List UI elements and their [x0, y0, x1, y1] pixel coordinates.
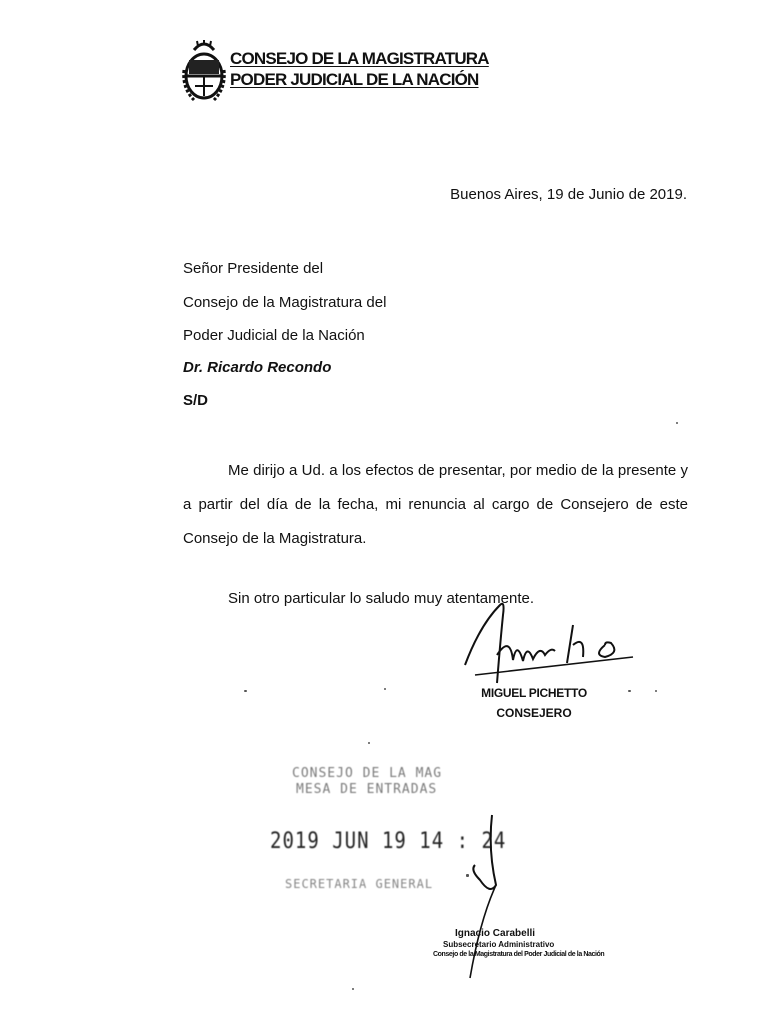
- receiver-name: Ignacio Carabelli: [455, 928, 536, 939]
- scan-speck: [628, 690, 631, 692]
- scan-speck: [368, 742, 370, 744]
- addressee-name: Dr. Ricardo Recondo: [183, 359, 332, 376]
- stamp-datetime: 2019 JUN 19 14 : 24: [270, 828, 507, 854]
- handwritten-signature: [455, 595, 645, 690]
- letterhead-line-1: CONSEJO DE LA MAGISTRATURA: [230, 49, 489, 68]
- letterhead-line-2: PODER JUDICIAL DE LA NACIÓN: [230, 70, 479, 89]
- addressee-line-3: Poder Judicial de la Nación: [183, 327, 365, 344]
- scan-speck: [244, 690, 247, 692]
- letter-body: Me dirijo a Ud. a los efectos de presentar, por medio de la presente y a partir del día de la fecha, mi renuncia al cargo de Consejero de este Consejo de la Magistratura.: [183, 462, 688, 547]
- scan-speck: [676, 422, 678, 424]
- stamp-line-3: SECRETARIA GENERAL: [285, 877, 434, 891]
- receiver-organization: Consejo de la Magistratura del Poder Judicial de la Nación: [433, 951, 605, 958]
- signatory-title: CONSEJERO: [496, 706, 572, 720]
- stamp-line-1: CONSEJO DE LA MAG: [292, 766, 443, 781]
- argentina-coat-of-arms-icon: [180, 40, 228, 106]
- scan-speck: [466, 874, 469, 877]
- addressee-line-2: Consejo de la Magistratura del: [183, 294, 387, 311]
- signatory-name: MIGUEL PICHETTO: [481, 686, 587, 700]
- letter-date: Buenos Aires, 19 de Junio de 2019.: [450, 186, 687, 203]
- receiver-role: Subsecretario Administrativo: [443, 940, 555, 949]
- addressee-sd: S/D: [183, 392, 209, 409]
- scan-speck: [352, 988, 354, 990]
- closing-line: Sin otro particular lo saludo muy atentamente.: [228, 590, 534, 607]
- letterhead: [180, 40, 500, 110]
- addressee-line-1: Señor Presidente del: [183, 260, 324, 277]
- stamp-line-2: MESA DE ENTRADAS: [296, 782, 438, 797]
- scan-speck: [655, 690, 657, 692]
- scan-speck: [384, 688, 386, 690]
